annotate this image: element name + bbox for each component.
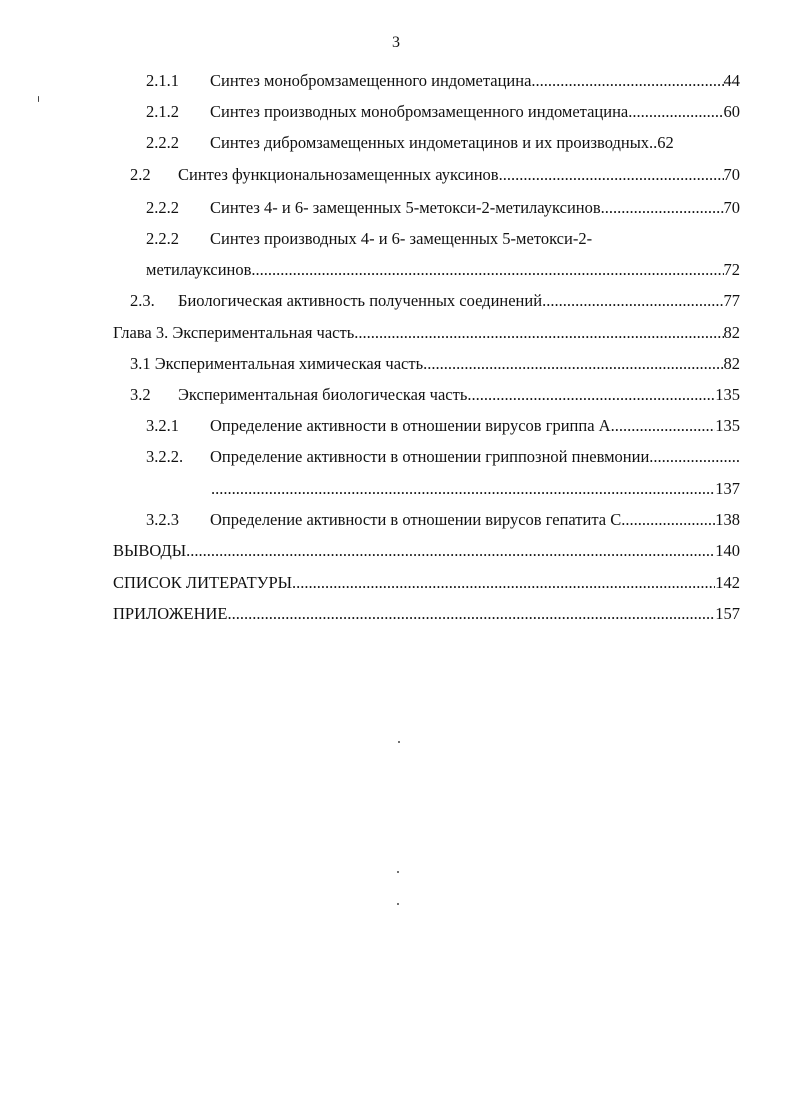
toc-entry-title: Синтез 4- и 6- замещенных 5-метокси-2-метилауксинов. xyxy=(210,198,605,217)
toc-entry-title: Синтез производных монобромзамещенного индометацина xyxy=(210,102,629,121)
scan-speck xyxy=(398,741,400,743)
toc-entry-chapter-3 xyxy=(113,322,740,344)
toc-leader-dots xyxy=(628,101,723,123)
toc-entry-number: 2.1.2 xyxy=(146,102,179,121)
toc-entry-number: 3.2.3 xyxy=(146,510,179,529)
toc-entry-2-2-2-derivatives-continuation xyxy=(146,259,740,281)
toc-leader-dots xyxy=(186,540,715,562)
toc-entry-title: СПИСОК ЛИТЕРАТУРЫ xyxy=(113,573,293,592)
toc-entry-appendix xyxy=(113,603,740,625)
toc-leader-dots xyxy=(503,164,724,186)
toc-entry-2-2-2-dibromo xyxy=(146,132,740,154)
toc-entry-page: 62 xyxy=(657,133,674,152)
toc-entry-page: 72 xyxy=(723,260,740,279)
toc-entry-2-2 xyxy=(130,164,740,186)
toc-entry-number: 3.2.1 xyxy=(146,416,179,435)
toc-entry-number: 2.2 xyxy=(130,165,151,184)
toc-leader-dots xyxy=(227,603,715,625)
toc-entry-page: 60 xyxy=(723,102,740,121)
toc-entry-references xyxy=(113,572,740,594)
toc-entry-number: 2.2.2 xyxy=(146,198,179,217)
toc-leader-dots xyxy=(536,70,724,92)
toc-entry-page: 135 xyxy=(715,385,740,404)
toc-entry-page: 137 xyxy=(715,479,740,498)
toc-entry-title: Синтез монобромзамещенного индометацина. xyxy=(210,71,536,90)
toc-entry-title: Биологическая активность полученных соединений xyxy=(178,291,543,310)
toc-leader-dots xyxy=(358,322,723,344)
toc-entry-page: 77 xyxy=(723,291,740,310)
toc-entry-2-1-1 xyxy=(146,70,740,92)
toc-entry-number: 2.2.2 xyxy=(146,229,179,248)
toc-entry-2-2-2-derivatives xyxy=(146,228,592,250)
toc-entry-2-2-2-auxins xyxy=(146,197,740,219)
toc-entry-title: Экспериментальная биологическая часть. xyxy=(178,385,472,404)
toc-entry-page: 82 xyxy=(723,354,740,373)
toc-entry-page: 70 xyxy=(723,165,740,184)
toc-leader-dots xyxy=(211,478,715,500)
toc-entry-title: Глава 3. Экспериментальная часть. xyxy=(113,323,359,342)
toc-entry-number: 2.2.2 xyxy=(146,133,179,152)
toc-entry-number: 2.3. xyxy=(130,291,155,310)
toc-leader-dots xyxy=(542,290,723,312)
toc-entry-2-1-2 xyxy=(146,101,740,123)
toc-entry-page: 142 xyxy=(715,573,740,592)
toc-entry-3-2-3 xyxy=(146,509,740,531)
toc-entry-3-2-2-continuation xyxy=(211,478,740,500)
scan-speck xyxy=(38,96,39,102)
toc-entry-number: 2.1.1 xyxy=(146,71,179,90)
toc-entry-page: 140 xyxy=(715,541,740,560)
toc-entry-page: 135 xyxy=(715,416,740,435)
toc-entry-title: Определение активности в отношении гриппозной пневмонии xyxy=(210,447,650,466)
toc-entry-number: 3.2 xyxy=(130,385,151,404)
toc-entry-3-1 xyxy=(130,353,740,375)
toc-leader-dots xyxy=(423,353,723,375)
scan-speck xyxy=(397,903,399,905)
toc-entry-page: 82 xyxy=(723,323,740,342)
toc-entry-3-2-1 xyxy=(146,415,740,437)
toc-entry-title-continuation: метилауксинов xyxy=(146,260,252,279)
toc-leader-dots xyxy=(471,384,715,406)
toc-entry-page: 138 xyxy=(715,510,740,529)
toc-entry-title: Определение активности в отношении вирусов гриппа А. xyxy=(210,416,615,435)
toc-leader-dots xyxy=(615,415,716,437)
toc-entry-title: Синтез производных 4- и 6- замещенных 5-метокси-2- xyxy=(210,229,593,248)
page-number: 3 xyxy=(392,34,400,51)
toc-entry-3-2 xyxy=(130,384,740,406)
scan-speck xyxy=(397,871,399,873)
toc-leader-dots xyxy=(649,446,740,468)
toc-entry-page: 157 xyxy=(715,604,740,623)
toc-entry-title: ВЫВОДЫ xyxy=(113,541,187,560)
toc-entry-title: Синтез функциональнозамещенных ауксинов. xyxy=(178,165,503,184)
toc-entry-page: 70 xyxy=(723,198,740,217)
toc-entry-title: Синтез дибромзамещенных индометацинов и их производных.. xyxy=(210,133,658,152)
toc-entry-page: 44 xyxy=(723,71,740,90)
toc-leader-dots xyxy=(625,509,715,531)
toc-entry-title: Определение активности в отношении вирусов гепатита С. xyxy=(210,510,626,529)
toc-entry-title: ПРИЛОЖЕНИЕ xyxy=(113,604,228,623)
toc-leader-dots xyxy=(292,572,715,594)
toc-entry-3-2-2 xyxy=(146,446,740,468)
toc-entry-2-3 xyxy=(130,290,740,312)
toc-entry-conclusions xyxy=(113,540,740,562)
toc-leader-dots xyxy=(251,259,723,281)
toc-entry-number: 3.2.2. xyxy=(146,447,184,466)
toc-leader-dots xyxy=(605,197,724,219)
toc-entry-title: 3.1 Экспериментальная химическая часть xyxy=(130,354,424,373)
